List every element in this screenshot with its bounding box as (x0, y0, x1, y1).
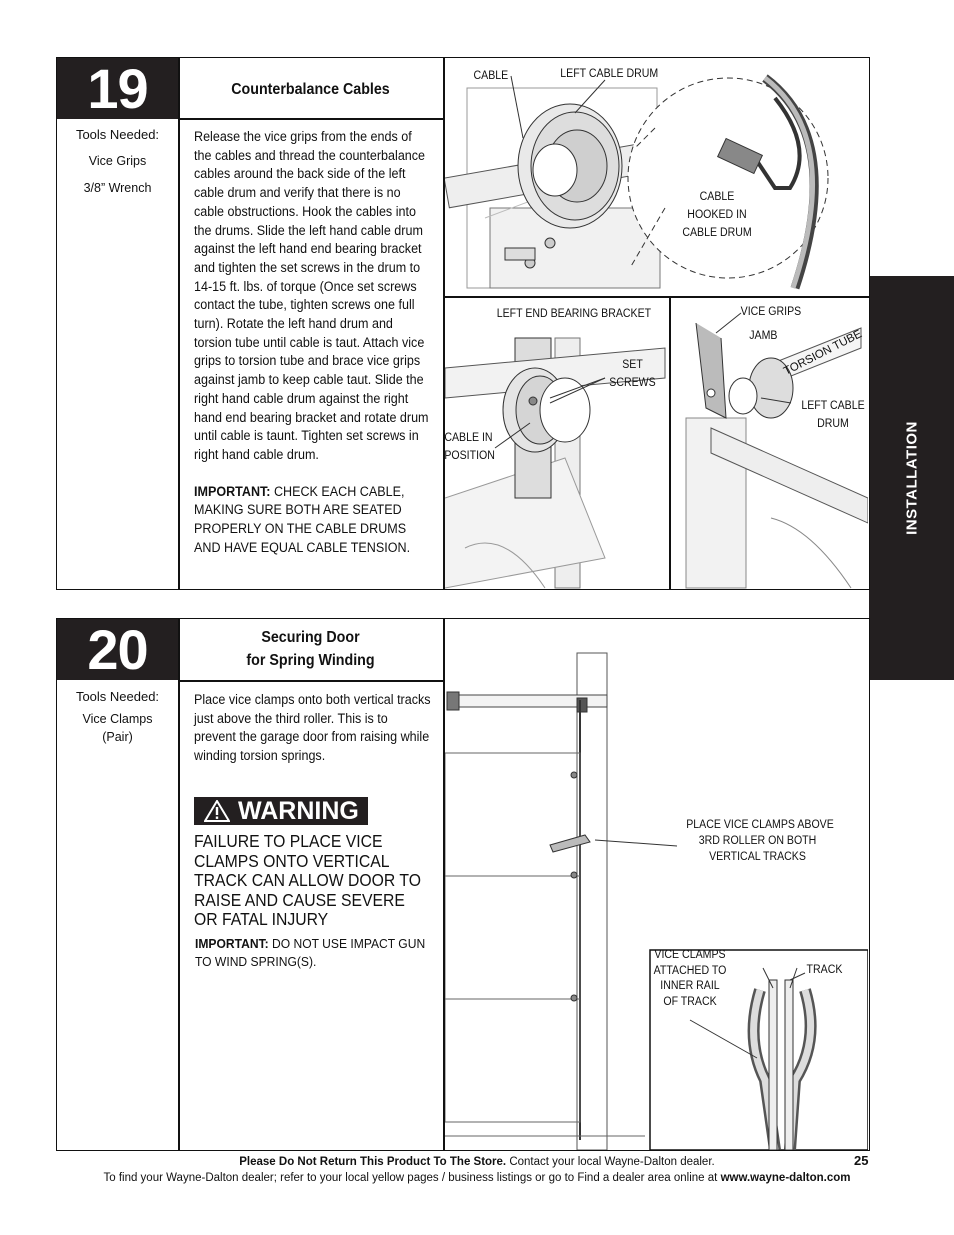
label-cable: CABLE (473, 70, 509, 82)
label-set-screws (607, 356, 658, 392)
label-line: VERTICAL TRACKS (709, 851, 806, 863)
label-line: CABLE IN (444, 432, 493, 444)
label-track: TRACK (806, 964, 843, 976)
step-19-instructions (194, 128, 431, 557)
label-line: SCREWS (609, 377, 656, 389)
label-jamb: JAMB (749, 330, 778, 342)
step-19-title: Counterbalance Cables (231, 81, 390, 98)
title-line: Securing Door (261, 629, 360, 646)
important-text: CHECK EACH CABLE, MAKING SURE BOTH ARE SEATED PROPERLY ON THE CABLE DRUMS AND HAVE EQUAL CABLE TENSION. (194, 483, 411, 555)
warning-banner (194, 797, 368, 825)
label-place-vice-clamps (686, 816, 834, 866)
step-19-number: 19 (57, 58, 178, 119)
label-vice-grips: VICE GRIPS (740, 306, 802, 318)
tools-heading: Tools Needed: (75, 689, 160, 704)
label-line: 3RD ROLLER ON BOTH (698, 835, 817, 847)
tools-heading: Tools Needed: (75, 127, 160, 142)
cable-drum-figure (445, 58, 868, 295)
label-line: VICE CLAMPS (654, 949, 726, 961)
label-left-cable-drum-2 (801, 397, 865, 433)
tool-item: Vice Grips (88, 154, 147, 168)
important-text: DO NOT USE IMPACT GUN TO WIND SPRING(S). (195, 936, 426, 969)
label-left-cable-drum: LEFT CABLE DRUM (560, 68, 659, 80)
footer-line-1 (0, 1156, 954, 1168)
footer-text: Contact your local Wayne-Dalton dealer. (506, 1156, 715, 1168)
label-line: CABLE DRUM (682, 227, 752, 239)
dealer-website-link[interactable]: www.wayne-dalton.com (720, 1172, 851, 1184)
warning-label: WARNING (238, 796, 359, 825)
step-19-tools (57, 121, 178, 202)
important-label: IMPORTANT: (195, 936, 269, 951)
step-19-important (194, 483, 431, 558)
tool-item: 3/8” Wrench (83, 181, 152, 195)
step-19-body: Release the vice grips from the ends of the cables and thread the counterbalance cables around the back side of the left cable drum and verify that there is no cable obstructions. Hook the cables into the drums. Slide the left hand cable drum against the left hand end bearing bracket and tighten the set screws in the drum to 14-15 ft. lbs. of torque (Once set screws contact the tube, tighten screws one full turn). Rotate the left hand drum and torsion tube until cable is taut. Attach vice grips to torsion tube and brace vice grips against jamb to keep cable taut. Slide the right hand cable drum against the right hand end bearing bracket and rotate drum until cable is taunt. Tighten set screws in right hand cable drum. (194, 129, 429, 462)
label-line: ATTACHED TO (653, 964, 727, 977)
label-line: PLACE VICE CLAMPS ABOVE (686, 819, 834, 831)
important-label: IMPORTANT: (194, 483, 271, 499)
label-end-bearing-bracket: LEFT END BEARING BRACKET (496, 308, 652, 320)
label-line: OF TRACK (663, 996, 717, 1009)
footer-line-2 (0, 1172, 954, 1184)
section-tab (869, 276, 954, 680)
label-line: SET (622, 359, 643, 371)
page-number: 25 (854, 1153, 869, 1168)
label-line: DRUM (817, 418, 849, 430)
step-20-important (195, 935, 432, 971)
label-line: HOOKED IN (687, 209, 747, 221)
label-line: INNER RAIL (660, 980, 720, 993)
label-line: CABLE (699, 191, 735, 203)
tool-item: Vice Clamps (82, 712, 153, 726)
label-cable-hooked (679, 188, 754, 242)
footer-bold: Please Do Not Return This Product To The Store. (239, 1156, 507, 1168)
step-20-body: Place vice clamps onto both vertical tracks just above the third roller. This is to prevent the garage door from raising while winding torsion springs. (194, 692, 431, 764)
label-torsion-tube: TORSION TUBE (781, 328, 864, 378)
title-line: for Spring Winding (246, 652, 375, 669)
step-20-title (189, 626, 433, 672)
footer-text: To find your Wayne-Dalton dealer; refer to your local yellow pages / business listings or go to Find a dealer area online at (103, 1172, 721, 1184)
warning-triangle-icon (204, 800, 230, 822)
label-line: POSITION (444, 450, 495, 462)
label-line: LEFT CABLE (801, 400, 865, 412)
step-20-number: 20 (57, 619, 178, 680)
garage-door-figure (445, 620, 868, 1150)
warning-text: FAILURE TO PLACE VICE CLAMPS ONTO VERTICAL TRACK CAN ALLOW DOOR TO RAISE AND CAUSE SEVERE OR FATAL INJURY (194, 831, 421, 929)
section-tab-label: INSTALLATION (903, 421, 920, 535)
label-vice-clamps-attached (653, 948, 727, 1011)
tool-item: (Pair) (102, 730, 133, 744)
label-cable-in-position (444, 429, 497, 465)
step-20-tools (57, 683, 178, 746)
